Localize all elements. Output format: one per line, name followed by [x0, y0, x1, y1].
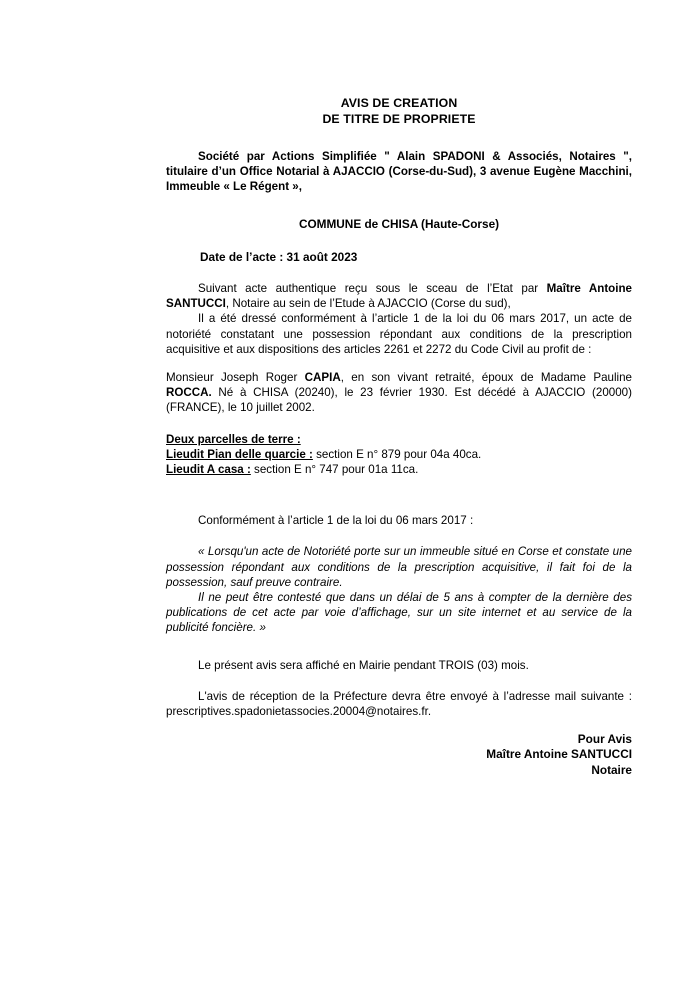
parcels-heading [166, 432, 632, 447]
signature-line-1: Pour Avis [577, 732, 632, 747]
page-title [166, 96, 632, 127]
person-text-1: Monsieur Joseph Roger [166, 371, 305, 385]
person-paragraph [166, 370, 632, 416]
person-text-5: Né à CHISA (20240), le 23 février 1930. Est décédé à AJACCIO (20000) (FRANCE), le 10 juillet 2002. [166, 386, 632, 415]
title-line-2: DE TITRE DE PROPRIETE [322, 111, 476, 126]
signature-block [166, 732, 632, 778]
spacer [166, 232, 632, 250]
person-surname-bold: CAPIA [304, 371, 341, 385]
spacer [166, 416, 632, 432]
spacer [166, 673, 632, 689]
parcel-value: section E n° 879 pour 04a 40ca. [312, 447, 482, 461]
quote-paragraph-2: Il ne peut être contesté que dans un délai de 5 ans à compter de la dernière des publications de cet acte par voie d’affichage, sur un site internet et au service de la publicité foncière. » [166, 591, 632, 635]
spacer [166, 195, 632, 217]
person-text-3: , en son vivant retraité, époux de Madame Pauline [340, 371, 633, 385]
signature-line-3: Notaire [591, 762, 632, 777]
parcel-item [166, 462, 632, 477]
spacer [166, 719, 632, 732]
law-paragraph: Il a été dressé conformément à l’article 1 de la loi du 06 mars 2017, un acte de notoriété constatant une possession répondant aux conditions de la prescription acquisitive et aux dispositions des articles 2261 et 2272 du Code Civil au profit de : [166, 312, 632, 356]
mail-paragraph: L'avis de réception de la Préfecture devra être envoyé à l’adresse mail suivante : prescriptives.spadonietassocies.20004@notaires.fr. [166, 689, 632, 719]
quote-paragraph-1: « Lorsqu'un acte de Notoriété porte sur un immeuble situé en Corse et constate une possession répondant aux conditions de la prescription acquisitive, il fait foi de la possession, sauf preuve contraire. [166, 545, 632, 589]
firm-paragraph: Société par Actions Simplifiée " Alain SPADONI & Associés, Notaires ", titulaire d’un Office Notarial à AJACCIO (Corse-du-Sud), 3 avenue Eugène Macchini, Immeuble « Le Régent », [166, 150, 632, 194]
parcels-heading-label: Deux parcelles de terre : [166, 432, 301, 446]
parcel-label: Lieudit A casa : [166, 463, 251, 477]
spouse-surname-bold: ROCCA. [166, 386, 212, 400]
deed-text-1: Suivant acte authentique reçu sous le sceau de l’Etat par [198, 282, 547, 296]
parcels-block [166, 432, 632, 478]
spacer [166, 357, 632, 370]
parcel-label: Lieudit Pian delle quarcie : [166, 447, 313, 461]
spacer [166, 528, 632, 544]
spacer [166, 477, 632, 513]
date-line: Date de l’acte : 31 août 2023 [200, 249, 358, 264]
conformity-line: Conformément à l’article 1 de la loi du 06 mars 2017 : [198, 514, 474, 528]
parcel-item [166, 447, 632, 462]
signature-line-2: Maître Antoine SANTUCCI [486, 747, 632, 762]
spacer [166, 265, 632, 281]
deed-text-3: , Notaire au sein de l’Etude à AJACCIO (Corse du sud), [225, 297, 511, 311]
parcel-value: section E n° 747 pour 01a 11ca. [250, 463, 419, 477]
spacer [166, 127, 632, 149]
spacer [166, 636, 632, 658]
title-line-1: AVIS DE CREATION [340, 96, 458, 110]
notary-name-bold: Maître Antoine SANTUCCI [166, 282, 633, 311]
display-notice: Le présent avis sera affiché en Mairie pendant TROIS (03) mois. [198, 658, 529, 672]
document-body [166, 96, 632, 778]
deed-paragraph [166, 281, 632, 311]
commune-line: COMMUNE de CHISA (Haute-Corse) [298, 216, 500, 231]
